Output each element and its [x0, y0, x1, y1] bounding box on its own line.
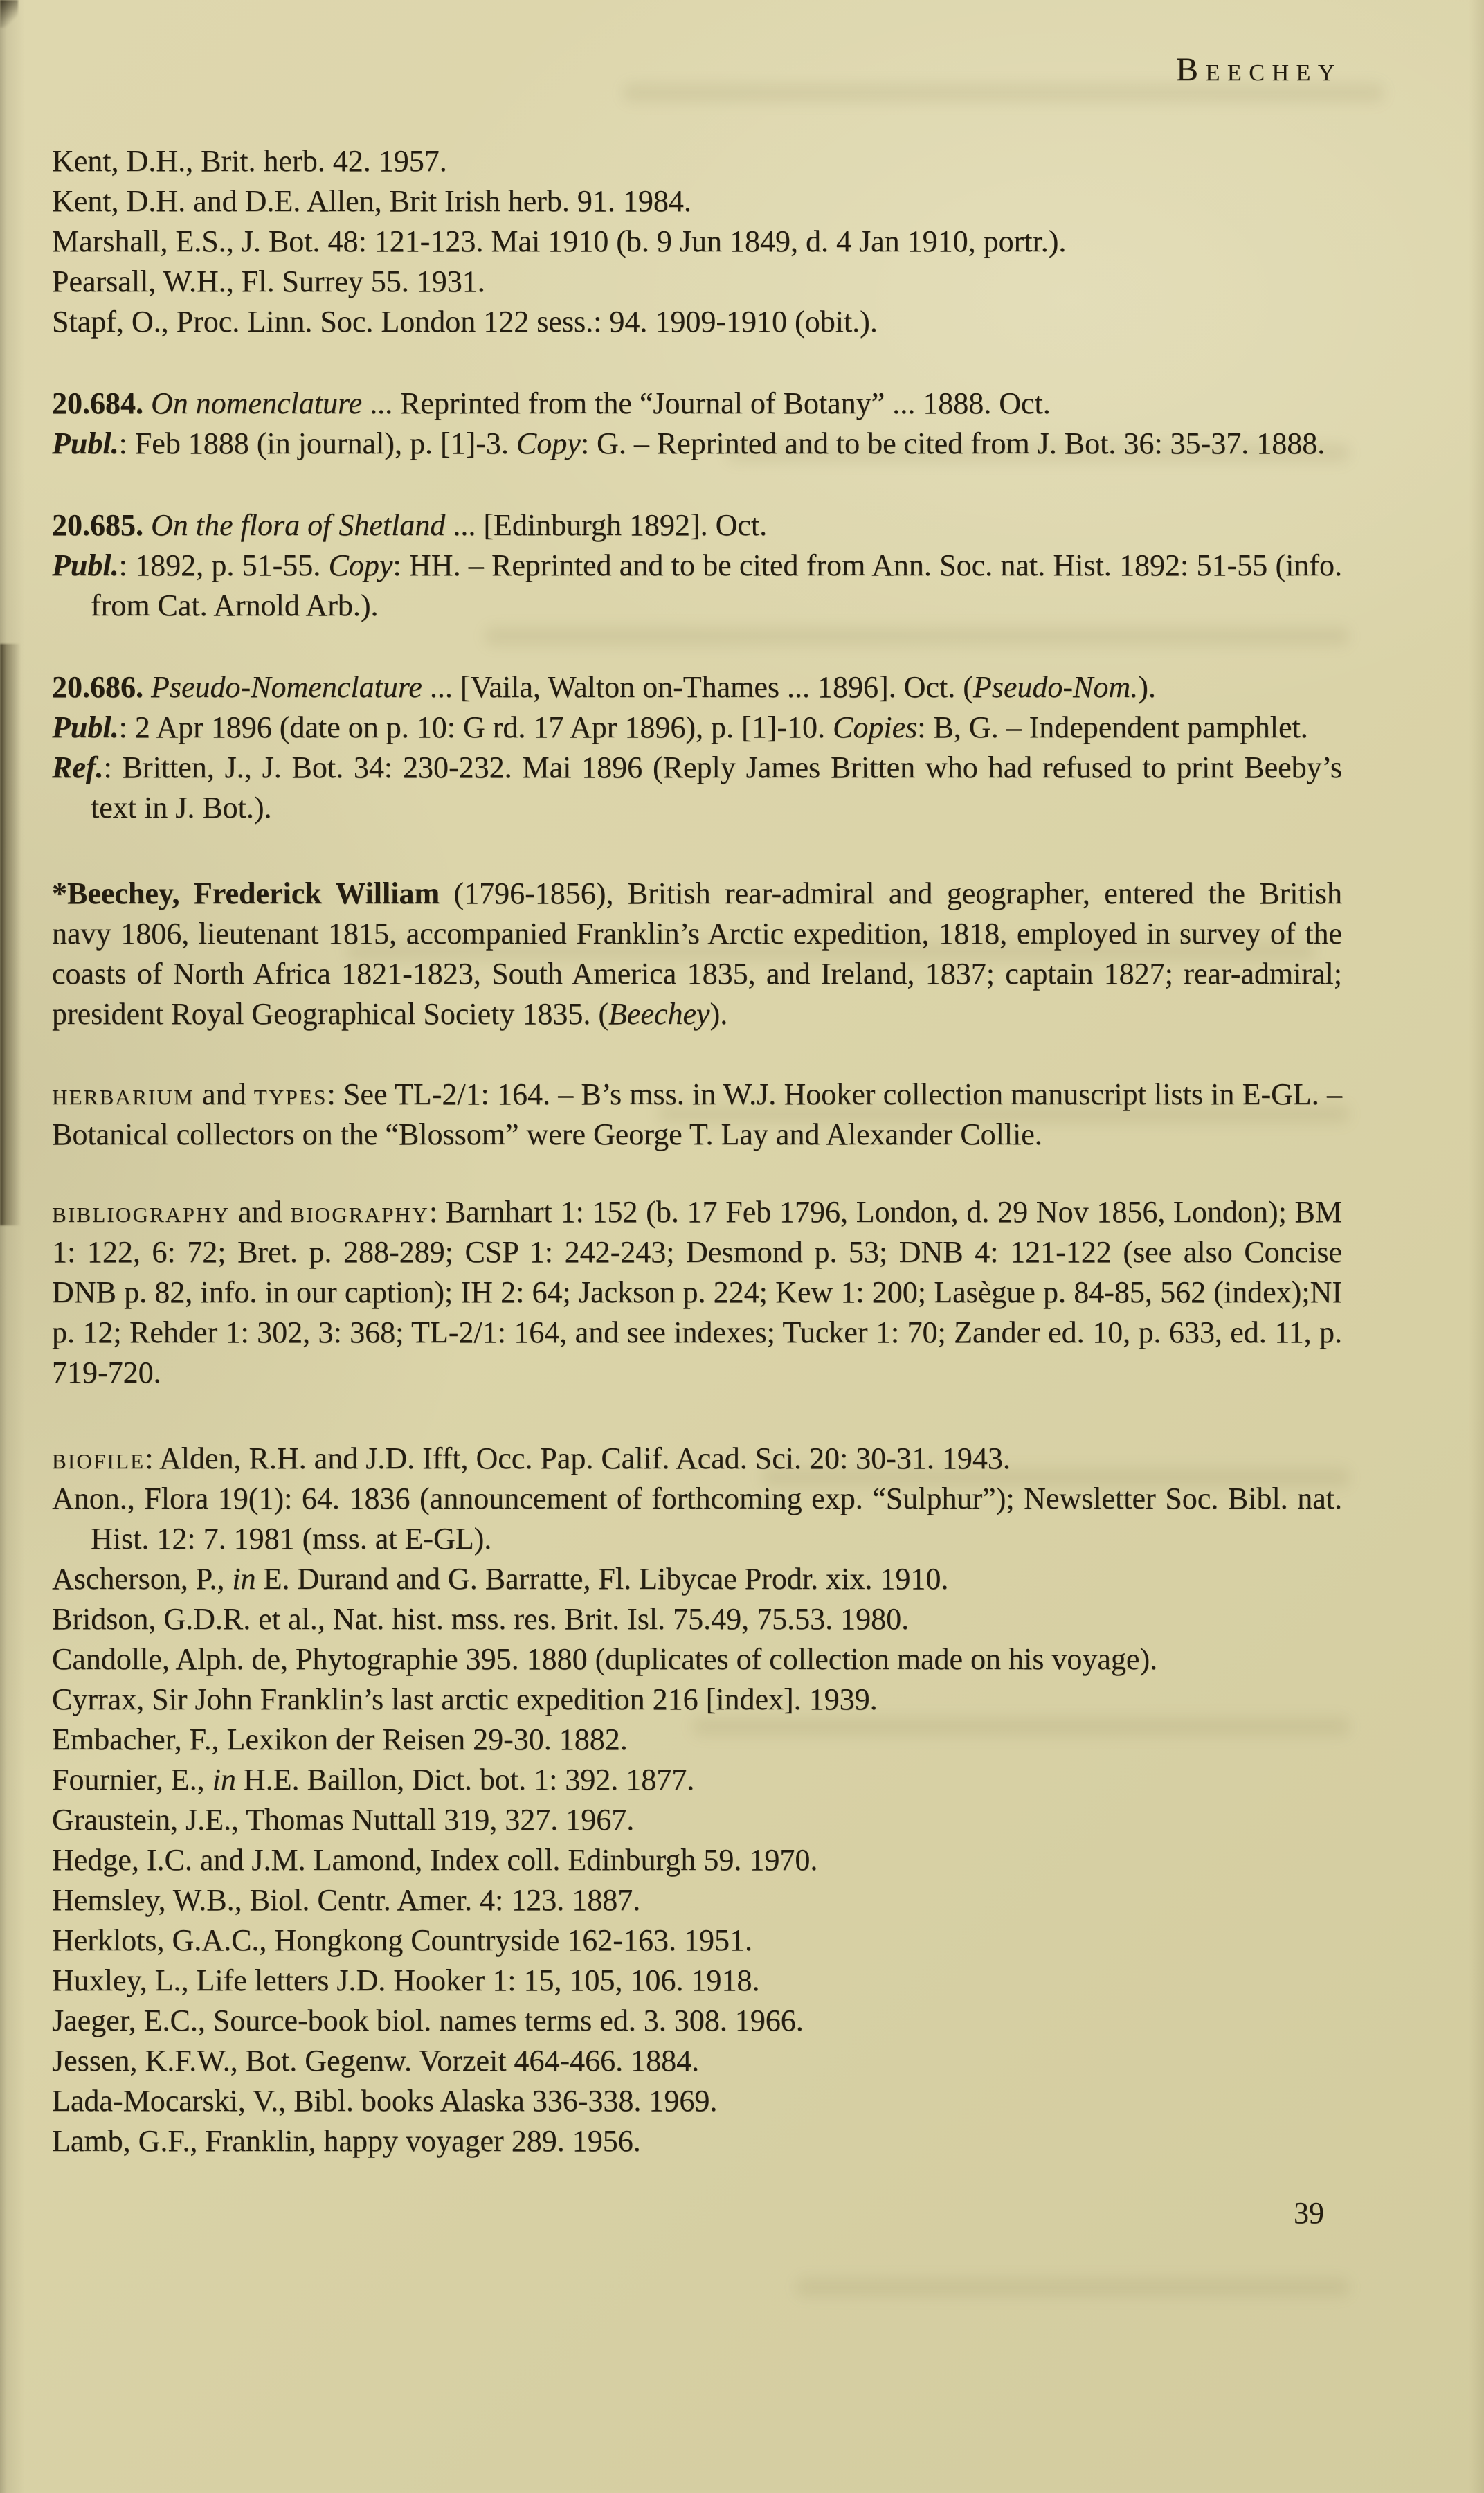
text-run: On nomenclature [151, 386, 363, 420]
entry-title [52, 667, 1342, 708]
text-run: biography [290, 1195, 429, 1229]
text-run: Marshall, E.S., J. Bot. 48: 121-123. Mai 1910 (b. 9 Jun 1849, d. 4 Jan 1910, portr.). [52, 224, 1067, 258]
text-run: Anon., Flora 19(1): 64. 1836 (announcement of forthcoming exp. “Sulphur”); Newsletter Soc. Bibl. nat. Hist. 12: 7. 1981 (mss. at E-GL). [52, 1482, 1342, 1556]
text-run: types [253, 1077, 327, 1111]
text-run: : HH. – Reprinted and to be cited from Ann. Soc. nat. Hist. 1892: 51-55 (info. from Cat. Arnold Arb.). [91, 548, 1342, 622]
text-run: : B, G. – Independent pamphlet. [917, 710, 1308, 744]
text-run: : G. – Reprinted and to be cited from J. Bot. 36: 35-37. 1888. [580, 426, 1325, 460]
text-run [143, 386, 151, 420]
biofile-entry [52, 2081, 1342, 2121]
text-run: Copy [328, 548, 393, 582]
text-run: (1796-1856), British rear-admiral and geographer, entered the British navy 1806, lieutenant 1815, accompanied Franklin’s Arctic expedition, 1818, employed in survey of the coasts of North Africa 1821-1823, South America 1835, and Ireland, 1837; captain 1827; rear-admiral; president Royal Geographical Society 1835. ( [52, 876, 1342, 1031]
text-run: Huxley, L., Life letters J.D. Hooker 1: 15, 105, 106. 1918. [52, 1963, 760, 1997]
text-run: in [212, 1763, 236, 1797]
reference-line [52, 262, 1342, 302]
biofile-entry [52, 1800, 1342, 1840]
text-run: : See TL-2/1: 164. – B’s mss. in W.J. Hooker collection manuscript lists in E-GL. – Botanical collectors on the “Blossom” were George T. Lay and Alexander Collie. [52, 1077, 1342, 1151]
entry-reference-note [52, 748, 1342, 828]
entry-publication-note [52, 546, 1342, 626]
text-run: Beechey [608, 997, 710, 1031]
biofile-entry [52, 1920, 1342, 1961]
text-run: Cyrrax, Sir John Franklin’s last arctic expedition 216 [index]. 1939. [52, 1682, 878, 1716]
text-run: Ascherson, P., [52, 1562, 233, 1596]
herbarium-and-types-paragraph [52, 1074, 1342, 1155]
text-run: : 1892, p. 51-55. [118, 548, 329, 582]
left-edge-shadow [0, 0, 25, 2493]
biofile-entry [52, 2041, 1342, 2081]
text-run: and [230, 1195, 291, 1229]
text-run: E. Durand and G. Barratte, Fl. Libycae Prodr. xix. 1910. [255, 1562, 949, 1596]
text-run: ). [1138, 670, 1156, 704]
text-run: Pseudo-Nomenclature [151, 670, 422, 704]
text-run: Pseudo-Nom. [972, 670, 1139, 704]
reference-line [52, 302, 1342, 342]
biofile-entry [52, 1439, 1342, 1479]
biography-paragraph [52, 874, 1342, 1034]
page-content [52, 0, 1342, 2233]
text-run: and [194, 1077, 254, 1111]
biofile-entry [52, 1880, 1342, 1920]
text-run: Lamb, G.F., Franklin, happy voyager 289. 1956. [52, 2124, 641, 2158]
text-run: Pearsall, W.H., Fl. Surrey 55. 1931. [52, 264, 485, 298]
entry-20-686 [52, 667, 1342, 828]
text-run: Bridson, G.D.R. et al., Nat. hist. mss. res. Brit. Isl. 75.49, 75.53. 1980. [52, 1602, 910, 1636]
text-run: Jessen, K.F.W., Bot. Gegenw. Vorzeit 464-466. 1884. [52, 2044, 700, 2078]
text-run: Hedge, I.C. and J.M. Lamond, Index coll. Edinburgh 59. 1970. [52, 1843, 818, 1877]
text-run: Lada-Mocarski, V., Bibl. books Alaska 336-338. 1969. [52, 2084, 718, 2118]
biofile-entry [52, 1479, 1342, 1559]
text-run: Candolle, Alph. de, Phytographie 395. 1880 (duplicates of collection made on his voyage). [52, 1642, 1158, 1676]
right-edge-shadow [1469, 0, 1484, 2493]
biofile-entry [52, 1840, 1342, 1880]
biofile-entry [52, 2121, 1342, 2161]
text-run: Graustein, J.E., Thomas Nuttall 319, 327. 1967. [52, 1803, 635, 1837]
text-run: : Alden, R.H. and J.D. Ifft, Occ. Pap. Calif. Acad. Sci. 20: 30-31. 1943. [145, 1441, 1011, 1475]
text-run: in [232, 1562, 256, 1596]
biofile-entry [52, 1599, 1342, 1639]
text-run: Jaeger, E.C., Source-book biol. names terms ed. 3. 308. 1966. [52, 2004, 804, 2037]
text-run: : Barnhart 1: 152 (b. 17 Feb 1796, London, d. 29 Nov 1856, London); BM 1: 122, 6: 72; Bret. p. 288-289; CSP 1: 242-243; Desmond p. 53; DNB 4: 121-122 (see also Concise DNB p. 82, info. in our caption); IH 2: 64; Jackson p. 224; Kew 1: 200; Lasègue p. 84-85, 562 (index);NI p. 12; Rehder 1: 302, 3: 368; TL-2/1: 164, and see indexes; Tucker 1: 70; Zander ed. 10, p. 633, ed. 11, p. 719-720. [52, 1195, 1342, 1389]
biofile-entry [52, 1680, 1342, 1720]
text-run: 20.685. [52, 508, 143, 542]
running-head: Beechey [1175, 51, 1342, 88]
text-run: Copy [516, 426, 581, 460]
text-run: Publ. [52, 548, 119, 582]
biofile-entry [52, 1961, 1342, 2001]
entry-20-684 [52, 384, 1342, 464]
text-run: *Beechey, Frederick William [52, 876, 440, 910]
text-run: ... [Edinburgh 1892]. Oct. [445, 508, 768, 542]
text-run [143, 670, 151, 704]
biofile-entry [52, 1639, 1342, 1680]
text-run: Fournier, E., [52, 1763, 212, 1797]
text-run: Publ. [52, 710, 119, 744]
text-run: Stapf, O., Proc. Linn. Soc. London 122 sess.: 94. 1909-1910 (obit.). [52, 305, 878, 339]
entry-title [52, 505, 1342, 546]
text-run: Hemsley, W.B., Biol. Centr. Amer. 4: 123. 1887. [52, 1883, 641, 1917]
text-run: Ref. [52, 750, 104, 784]
text-run: 20.686. [52, 670, 143, 704]
text-run: Embacher, F., Lexikon der Reisen 29-30. 1882. [52, 1722, 628, 1756]
reference-line [52, 181, 1342, 222]
entry-publication-note [52, 424, 1342, 464]
text-run: Publ. [52, 426, 119, 460]
text-run: Copies [833, 710, 918, 744]
text-run: herbarium [52, 1077, 194, 1111]
text-run: : Feb 1888 (in journal), p. [1]-3. [118, 426, 516, 460]
text-run: Kent, D.H., Brit. herb. 42. 1957. [52, 144, 447, 178]
entry-title [52, 384, 1342, 424]
entry-publication-note [52, 708, 1342, 748]
corner-shadow [0, 0, 18, 28]
text-run: ... [Vaila, Walton on-Thames ... 1896]. Oct. ( [422, 670, 973, 704]
biofile-entry [52, 1720, 1342, 1760]
text-run: On the flora of Shetland [151, 508, 446, 542]
reference-line [52, 141, 1342, 181]
reference-list-top [52, 141, 1342, 342]
bleedthrough-smudge [796, 2278, 1350, 2297]
biofile-entry [52, 2001, 1342, 2041]
text-run: : Britten, J., J. Bot. 34: 230-232. Mai 1896 (Reply James Britten who had refused to print Beeby’s text in J. Bot.). [91, 750, 1342, 825]
text-run: 20.684. [52, 386, 143, 420]
bibliography-and-biography-paragraph [52, 1192, 1342, 1393]
text-run: ... Reprinted from the “Journal of Botany” ... 1888. Oct. [362, 386, 1051, 420]
text-run: H.E. Baillon, Dict. bot. 1: 392. 1877. [235, 1763, 695, 1797]
binding-shadow [0, 644, 21, 1225]
biofile-entry [52, 1760, 1342, 1800]
text-run: bibliography [52, 1195, 230, 1229]
biofile-entry [52, 1559, 1342, 1599]
text-run: biofile [52, 1441, 145, 1475]
text-run: Herklots, G.A.C., Hongkong Countryside 162-163. 1951. [52, 1923, 752, 1957]
page-number: 39 [1294, 2196, 1324, 2230]
reference-line [52, 222, 1342, 262]
text-run: Kent, D.H. and D.E. Allen, Brit Irish herb. 91. 1984. [52, 184, 691, 218]
entry-20-685 [52, 505, 1342, 626]
text-run: ). [709, 997, 728, 1031]
text-run [143, 508, 151, 542]
biofile-list [52, 1439, 1342, 2161]
text-run: : 2 Apr 1896 (date on p. 10: G rd. 17 Apr 1896), p. [1]-10. [118, 710, 833, 744]
